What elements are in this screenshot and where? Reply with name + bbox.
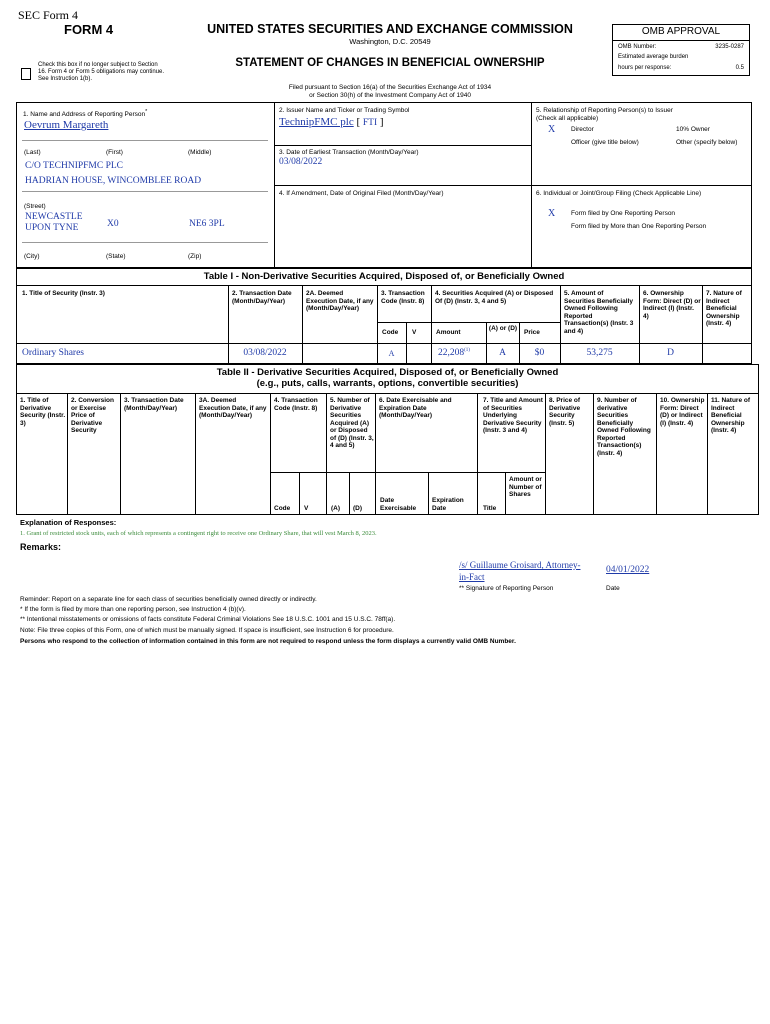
reporting-person-name[interactable]: Oevrum Margareth <box>24 119 109 131</box>
more-persons-label: Form filed by More than One Reporting Person <box>571 223 707 230</box>
city-label: (City) <box>24 253 40 260</box>
t2-col8: 8. Price of Derivative Security (Instr. 5) <box>549 397 581 427</box>
t2-sub-v: V <box>304 505 309 512</box>
remarks-label: Remarks: <box>20 542 62 552</box>
footer-reminder: Reminder: Report on a separate line for each class of securities beneficially owned directly or indirectly. <box>20 596 317 603</box>
street-label: (Street) <box>24 203 46 210</box>
t2-col2: 2. Conversion or Exercise Price of Derivative Security <box>71 397 114 434</box>
director-label: Director <box>571 126 594 133</box>
t2-col9: 9. Number of derivative Securities Beneficially Owned Following Reported Transaction(s) (Instr. 4) <box>597 397 651 457</box>
earliest-date-value: 03/08/2022 <box>279 157 323 167</box>
t2-col4: 4. Transaction Code (Instr. 8) <box>274 397 318 412</box>
form-number: FORM 4 <box>64 22 114 37</box>
t1-col1: 1. Title of Security (Instr. 3) <box>22 290 105 297</box>
t2-col3: 3. Transaction Date (Month/Day/Year) <box>124 397 184 412</box>
relationship-sub: (Check all applicable) <box>536 115 599 122</box>
earliest-date-label: 3. Date of Earliest Transaction (Month/Day/Year) <box>279 149 419 156</box>
t1-col2a: 2A. Deemed Execution Date, if any (Month/Day/Year) <box>306 290 374 312</box>
other-label: Other (specify below) <box>676 139 738 146</box>
checkbox-note: Check this box if no longer subject to Section 16. Form 4 or Form 5 obligations may continue. See Instruction 1(b). <box>38 62 165 82</box>
t1-row-amount-cell <box>438 348 470 358</box>
t1-row-code: A <box>388 349 395 358</box>
commission-location: Washington, D.C. 20549 <box>349 37 431 46</box>
statement-title: STATEMENT OF CHANGES IN BENEFICIAL OWNERSHIP <box>235 57 545 69</box>
t2-col10: 10. Ownership Form: Direct (D) or Indirect (I) (Instr. 4) <box>660 397 705 427</box>
t2-col7: 7. Title and Amount of Securities Underlying Derivative Security (Instr. 3 and 4) <box>483 397 543 434</box>
filed-pursuant-2: or Section 30(h) of the Investment Company Act of 1940 <box>309 92 471 99</box>
amendment-label: 4. If Amendment, Date of Original Filed (Month/Day/Year) <box>279 190 444 197</box>
filed-pursuant-1: Filed pursuant to Section 16(a) of the Securities Exchange Act of 1934 <box>288 84 492 91</box>
t2-col11: 11. Nature of Indirect Beneficial Ownership (Instr. 4) <box>711 397 751 434</box>
address-line-2: HADRIAN HOUSE, WINCOMBLEE ROAD <box>25 176 202 186</box>
footer-note-4: Persons who respond to the collection of information contained in this form are not required to respond unless the form displays a currently valid OMB Number. <box>20 638 516 645</box>
issuer-ticker: FTI <box>362 118 378 128</box>
state-label: (State) <box>106 253 126 260</box>
signature-label: ** Signature of Reporting Person <box>459 585 554 592</box>
issuer-name[interactable]: TechnipFMC plc <box>279 116 354 128</box>
zip-label: (Zip) <box>188 253 202 260</box>
zip-value: NE6 3PL <box>189 219 225 229</box>
issuer-line: TechnipFMC plc [ FTI ] <box>279 116 384 128</box>
signature-date: 04/01/2022 <box>606 565 650 575</box>
t1-col7: 7. Nature of Indirect Beneficial Ownership (Instr. 4) <box>706 290 742 327</box>
explanation-label: Explanation of Responses: <box>20 518 117 527</box>
address-line-1: C/O TECHNIPFMC PLC <box>25 161 124 171</box>
t1-sub-aord: (A) or (D) <box>488 325 518 332</box>
t2-sub-a: (A) <box>331 505 341 512</box>
sec-form-label: SEC Form 4 <box>18 8 79 22</box>
t1-sub-price: Price <box>524 329 540 336</box>
one-person-check[interactable]: X <box>548 208 556 219</box>
table2-title-2: (e.g., puts, calls, warrants, options, convertible securities) <box>256 378 519 389</box>
footer-note-1: * If the form is filed by more than one reporting person, see Instruction 4 (b)(v). <box>20 606 246 613</box>
t1-col4: 4. Securities Acquired (A) or Disposed Of (D) (Instr. 3, 4 and 5) <box>435 290 554 305</box>
footnote-1: 1. Grant of restricted stock units, each of which represents a contingent right to receive one Ordinary Share, that will vest March 8, 2023. <box>20 530 377 537</box>
ten-pct-label: 10% Owner <box>676 126 710 133</box>
t2-sub-code: Code <box>274 505 291 512</box>
t2-sub-exp: Expiration Date <box>432 497 464 512</box>
t1-col3: 3. Transaction Code (Instr. 8) <box>381 290 425 305</box>
first-label: (First) <box>106 149 123 156</box>
signature-name[interactable]: /s/ Guillaume Groisard, Attorney-in-Fact <box>459 560 581 582</box>
t1-col2: 2. Transaction Date (Month/Day/Year) <box>232 290 292 305</box>
city-value: NEWCASTLE UPON TYNE <box>25 212 83 233</box>
middle-label: (Middle) <box>188 149 212 156</box>
t2-col1: 1. Title of Derivative Security (Instr. 3) <box>20 397 66 427</box>
omb-hours-value: 0.5 <box>735 65 744 71</box>
footer-note-3: Note: File three copies of this Form, one of which must be manually signed. If space is insufficient, see Instruction 6 for procedure. <box>20 627 394 634</box>
table1-title: Table I - Non-Derivative Securities Acquired, Disposed of, or Beneficially Owned <box>203 271 565 282</box>
reporting-person-label: 1. Name and Address of Reporting Person* <box>23 109 148 119</box>
t2-sub-amount: Amount or Number of Shares <box>509 476 542 498</box>
t1-row-amount: 22,208 <box>438 348 465 359</box>
omb-hours-label: hours per response: <box>618 65 672 71</box>
director-check[interactable]: X <box>548 124 556 135</box>
t1-sub-v: V <box>412 329 417 336</box>
issuer-label: 2. Issuer Name and Ticker or Trading Symbol <box>279 107 410 114</box>
t1-col5: 5. Amount of Securities Beneficially Owned Following Reported Transaction(s) (Instr. 3 and 4) <box>564 290 634 335</box>
relationship-label: 5. Relationship of Reporting Person(s) to Issuer <box>536 107 673 114</box>
t1-col6: 6. Ownership Form: Direct (D) or Indirect (I) (Instr. 4) <box>643 290 701 320</box>
omb-burden-label: Estimated average burden <box>618 54 689 60</box>
t1-row-price: $0 <box>534 348 545 358</box>
omb-title: OMB APPROVAL <box>641 26 721 37</box>
signature-date-label: Date <box>606 585 620 592</box>
t1-row-owned: 53,275 <box>586 348 613 358</box>
one-person-label: Form filed by One Reporting Person <box>571 210 676 217</box>
t2-col5: 5. Number of Derivative Securities Acquired (A) or Disposed of (D) (Instr. 3, 4 and 5) <box>330 397 374 449</box>
t1-row-footnote[interactable]: (1) <box>464 348 470 353</box>
t2-sub-d: (D) <box>353 505 363 512</box>
filing-label: 6. Individual or Joint/Group Filing (Check Applicable Line) <box>536 190 702 197</box>
omb-number-value: 3235-0287 <box>715 44 744 50</box>
t1-row-form: D <box>667 348 674 358</box>
table2-title-1: Table II - Derivative Securities Acquired, Disposed of, or Beneficially Owned <box>216 367 559 378</box>
t1-row-date: 03/08/2022 <box>243 348 287 358</box>
last-label: (Last) <box>24 149 41 156</box>
omb-number-label: OMB Number: <box>618 44 657 50</box>
t1-row-aord: A <box>499 348 506 358</box>
no-longer-subject-checkbox[interactable] <box>21 68 31 80</box>
officer-label: Officer (give title below) <box>571 139 639 146</box>
commission-title: UNITED STATES SECURITIES AND EXCHANGE COMMISSION <box>207 22 573 36</box>
t1-sub-code: Code <box>382 329 399 336</box>
t1-sub-amount: Amount <box>436 329 461 336</box>
t2-sub-date-ex: Date Exercisable <box>380 497 417 512</box>
t2-col6: 6. Date Exercisable and Expiration Date (Month/Day/Year) <box>379 397 452 419</box>
footer-note-2: ** Intentional misstatements or omissions of facts constitute Federal Criminal Violations See 18 U.S.C. 1001 and 15 U.S.C. 78ff(a). <box>20 616 396 623</box>
t2-sub-title: Title <box>483 505 497 512</box>
state-value: X0 <box>107 219 119 229</box>
t2-col3a: 3A. Deemed Execution Date, if any (Month/Day/Year) <box>199 397 267 419</box>
t1-row-title: Ordinary Shares <box>22 348 84 358</box>
